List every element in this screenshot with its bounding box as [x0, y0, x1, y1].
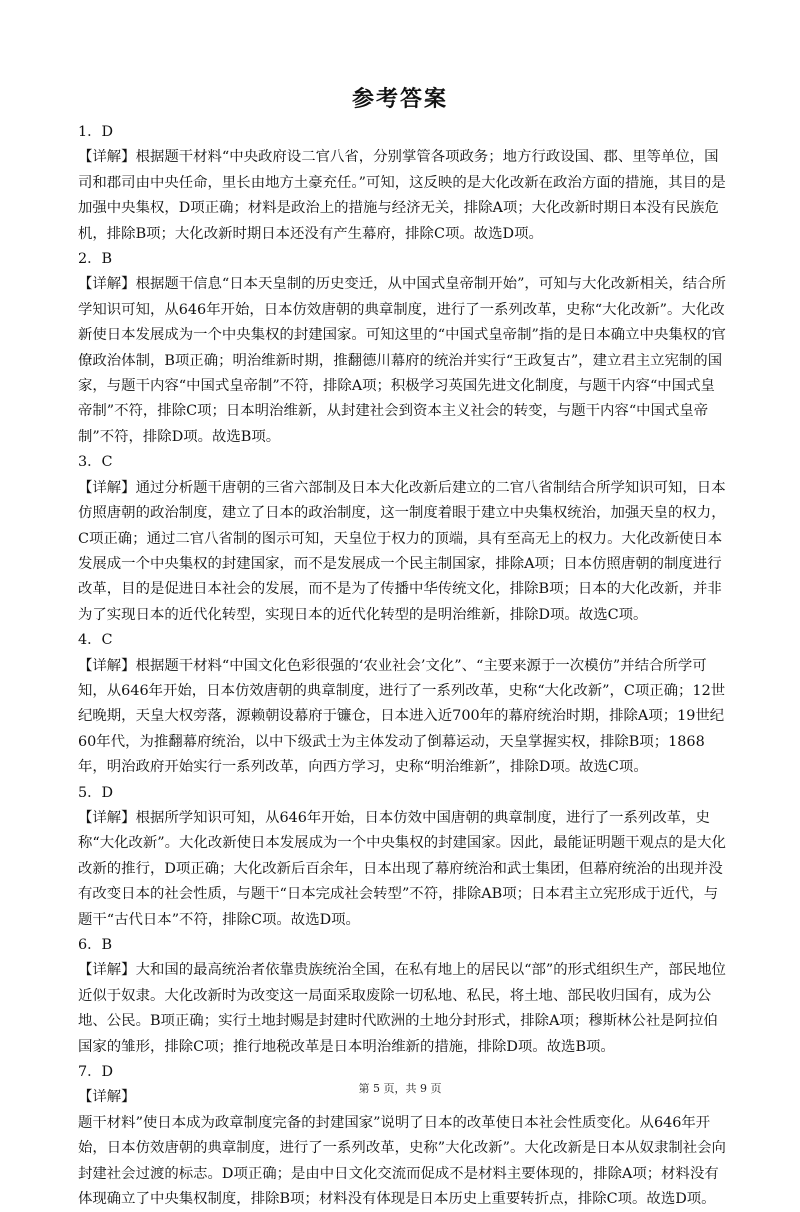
- answer-explanation: [78, 1085, 726, 1212]
- answer-explanation: 【详解】通过分析题干唐朝的三省六部制及日本大化改新后建立的二官八省制结合所学知识可知，日本仿照唐朝的政治制度，建立了日本的政治制度，这一制度着眼于建立中央集权统治，加强天皇的权力，C项正确；通过二官八省制的图示可知，天皇位于权力的顶端，具有至高无上的权力。大化改新使日本发展成一个中央集权的封建国家，而不是发展成一个民主制国家，排除A项；日本仿照唐朝的制度进行改革，目的是促进日本社会的发展，而不是为了传播中华传统文化，排除B项；日本的大化改新，并非为了实现日本的近代化转型，实现日本的近代化转型的是明治维新，排除D项。故选C项。: [78, 479, 726, 623]
- question-number: 2．B: [78, 251, 113, 268]
- answer-item: [78, 120, 726, 247]
- answer-item: [78, 247, 726, 450]
- answer-explanation: 【详解】根据所学知识可知，从646年开始，日本仿效中国唐朝的典章制度，进行了一系列改革，史称“大化改新”。大化改新使日本发展成为一个中央集权的封建国家。因此，最能证明题干观点的是大化改新的推行，D项正确；大化改新后百余年，日本出现了幕府统治和武士集团，但幕府统治的出现并没有改变日本的社会性质，与题干“日本完成社会转型”不符，排除AB项；日本君主立宪形成于近代，与题干“古代日本”不符，排除C项。故选D项。: [78, 809, 726, 928]
- page-footer: 第 5 页，共 9 页: [358, 1082, 442, 1095]
- answer-list: [78, 120, 726, 1212]
- page-title: 参考答案: [351, 87, 448, 112]
- question-number: 3．C: [78, 454, 113, 471]
- answer-item: [78, 933, 726, 1060]
- answer-explanation: 【详解】根据题干信息“日本天皇制的历史变迁，从中国式皇帝制开始”，可知与大化改新相关，结合所学知识可知，从646年开始，日本仿效唐朝的典章制度，进行了一系列改革，史称“大化改新”。大化改新使日本发展成为一个中央集权的封建国家。可知这里的“中国式皇帝制”指的是日本确立中央集权的官僚政治体制，B项正确；明治维新时期，推翻德川幕府的统治并实行“王政复古”，建立君主立宪制的国家，与题干内容“中国式皇帝制”不符，排除A项；积极学习英国先进文化制度，与题干内容“中国式皇帝制”不符，排除C项；日本明治维新，从封建社会到资本主义社会的转变，与题干内容“中国式皇帝制”不符，排除D项。故选B项。: [78, 276, 726, 445]
- answer-explanation: 【详解】根据题干材料“中国文化色彩很强的‘农业社会’文化”、“主要来源于一次模仿”并结合所学可知，从646年开始，日本仿效唐朝的典章制度，进行了一系列改革，史称“大化改新”，C项正确；12世纪晚期，天皇大权旁落，源赖朝设幕府于镰仓，日本进入近700年的幕府统治时期，排除A项；19世纪60年代，为推翻幕府统治，以中下级武士为主体发动了倒幕运动，天皇掌握实权，排除B项；1868年，明治政府开始实行一系列改革，向西方学习，史称“明治维新”，排除D项。故选C项。: [78, 657, 726, 776]
- answer-explanation: 【详解】大和国的最高统治者依靠贵族统治全国，在私有地上的居民以“部”的形式组织生产，部民地位近似于奴隶。大化改新时为改变这一局面采取废除一切私地、私民，将土地、部民收归国有，成为公地、公民。B项正确；实行土地封赐是封建时代欧洲的土地分封形式，排除A项；穆斯林公社是阿拉伯国家的雏形，排除C项；推行地税改革是日本明治维新的措施，排除D项。故选B项。: [78, 962, 726, 1055]
- question-number: 1．D: [78, 124, 114, 140]
- question-number: 7．D: [78, 1064, 114, 1081]
- detail-body: 题干材料”使日本成为政章制度完备的封建国家”说明了日本的改革使日本社会性质变化。从646年开始，日本仿效唐朝的典章制度，进行了一系列改革，史称”大化改新”。大化改新是日本从奴隶制社会向封建社会过渡的标志。D项正确；是由中日文化交流而促成不是材料主要体现的，排除A项；材料没有体现确立了中央集权制度，排除B项；材料没有体现是日本历史上重要转折点，排除C项。故选D项。: [78, 1114, 726, 1208]
- detail-label: 【详解】: [78, 1089, 136, 1106]
- answer-item: [78, 628, 726, 780]
- answer-item: [78, 450, 726, 628]
- question-number: 6．B: [78, 937, 113, 953]
- answer-explanation: 【详解】根据题干材料“中央政府设二官八省，分别掌管各项政务；地方行政设国、郡、里等单位，国司和郡司由中央任命，里长由地方土豪充任。”可知，这反映的是大化改新在政治方面的措施，其目的是加强中央集权，D项正确；材料是政治上的措施与经济无关，排除A项；大化改新时期日本没有民族危机，排除B项；大化改新时期日本还没有产生幕府，排除C项。故选D项。: [78, 149, 726, 242]
- question-number: 5．D: [78, 784, 114, 801]
- question-number: 4．C: [78, 632, 113, 649]
- answer-item: [78, 781, 726, 933]
